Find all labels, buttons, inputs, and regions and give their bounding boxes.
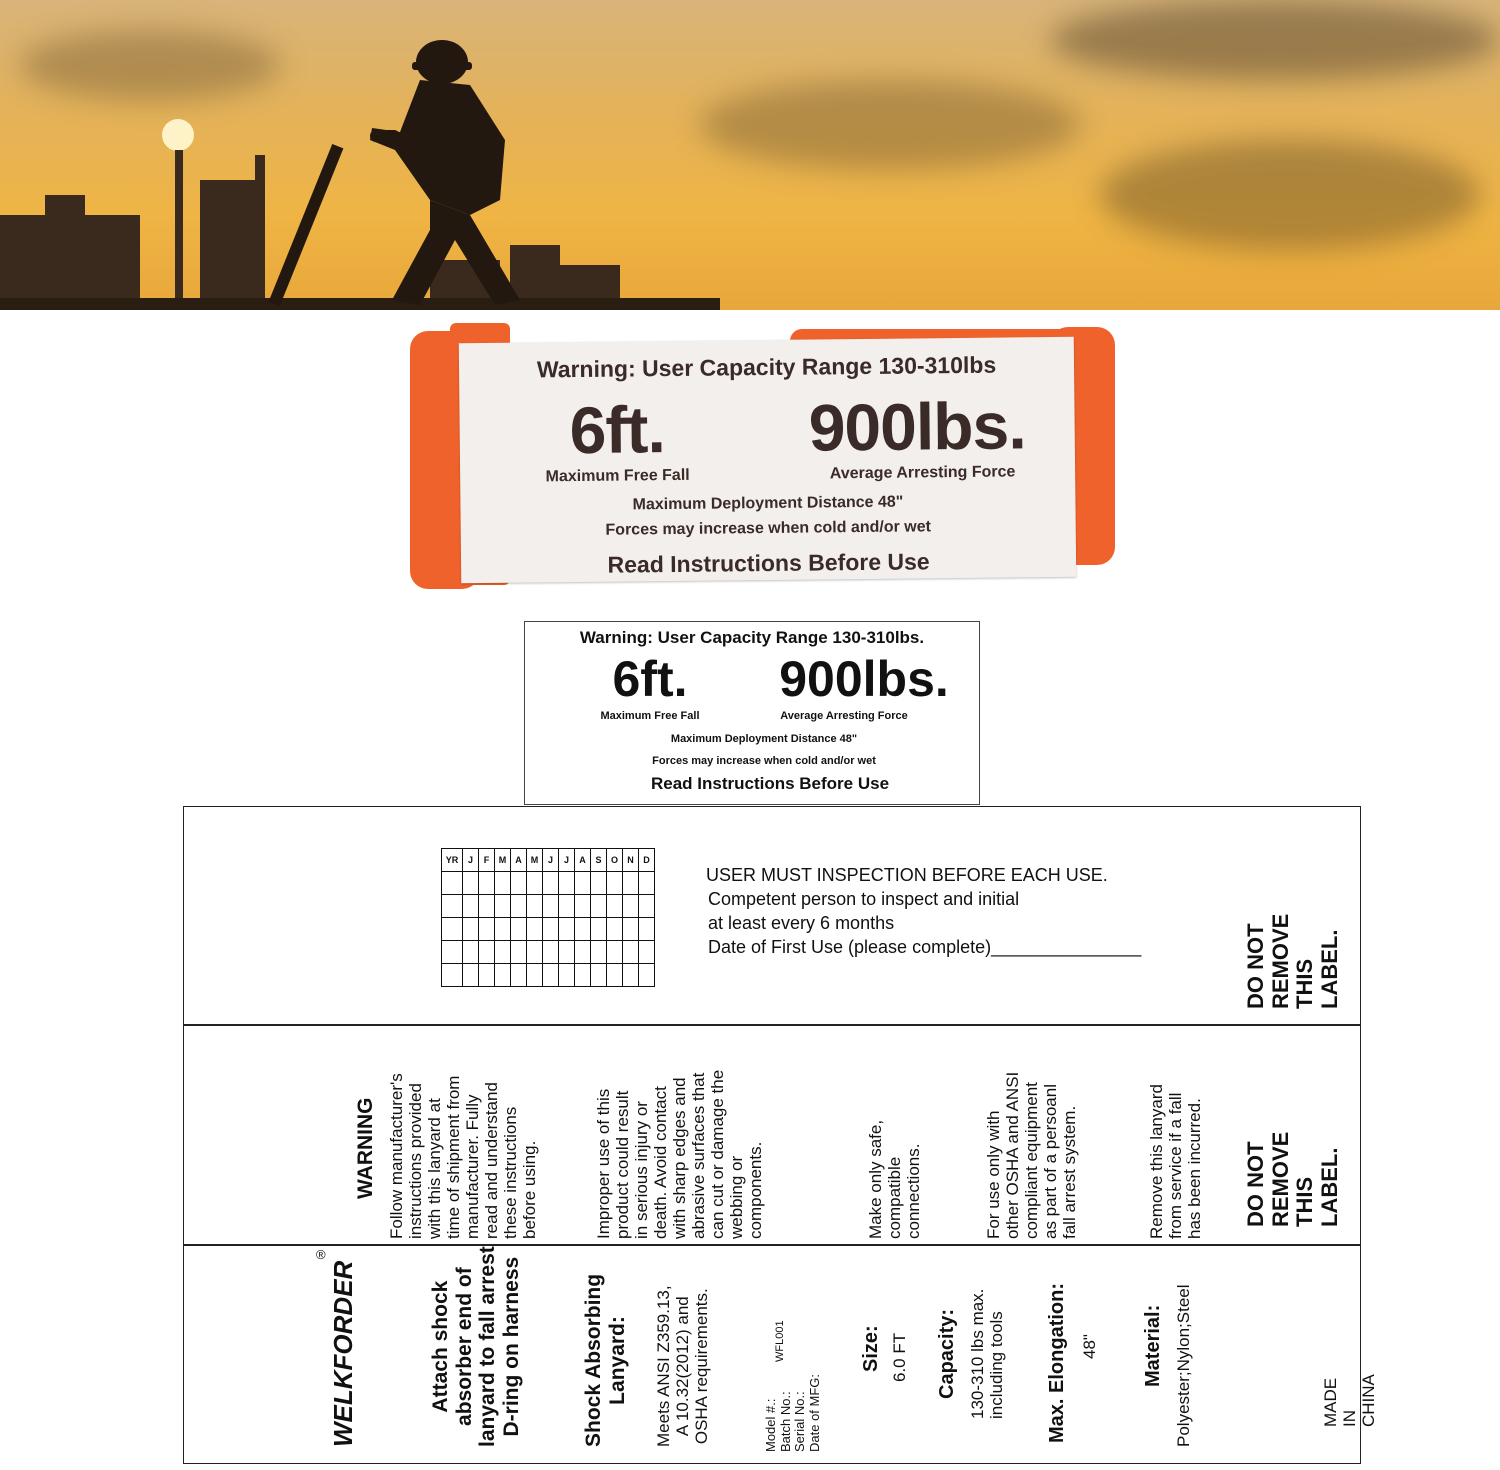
inspection-grid-row [442, 964, 655, 987]
inspection-grid-row [442, 918, 655, 941]
hero-banner [0, 0, 1500, 310]
material-value: Polyester;Nylon;Steel [1174, 1284, 1193, 1447]
photo-deployment: Maximum Deployment Distance 48" [632, 493, 904, 514]
flat-deployment: Maximum Deployment Distance 48" [670, 733, 858, 745]
flat-forces-note: Forces may increase when cold and/or wet [652, 755, 876, 767]
photo-force-caption: Average Arresting Force [829, 463, 1016, 483]
size-value: 6.0 FT [890, 1332, 909, 1382]
photo-free-fall-value: 6ft. [569, 392, 666, 468]
warning-remove-after-fall: Remove this lanyard from service if a fall has been incurred. [1147, 1084, 1205, 1239]
inspection-grid-row [442, 895, 655, 918]
grid-header-cell: F [479, 849, 495, 872]
inspection-grid-row [442, 941, 655, 964]
capacity-value: 130-310 lbs max. including tools [968, 1288, 1007, 1419]
model-fields: Model #.: Batch No.: Serial No.: Date of MFG: [763, 1373, 822, 1452]
warning-compliance: For use only with other OSHA and ANSI compliant equipment as part of a persoanl fall arrest system. [984, 1071, 1080, 1239]
grid-header-cell: J [559, 849, 575, 872]
flat-warning-label [524, 621, 980, 805]
warning-improper-use: Improper use of this product could result in serious injury or death. Avoid contact with sharp edges and abrasive surfaces that can cut or damage the webbing or components. [594, 1069, 766, 1239]
grid-header-cell: A [575, 849, 591, 872]
flat-force-caption: Average Arresting Force [780, 710, 908, 722]
warning-instructions: Follow manufacturer's instructions provided with this lanyard at time of shipment from manufacturer. Fully read and understand these instructions before using. [387, 1073, 540, 1239]
elongation-value: 48" [1080, 1334, 1099, 1359]
grid-header-cell: M [495, 849, 511, 872]
flat-free-fall-caption: Maximum Free Fall [600, 710, 700, 722]
do-not-remove-notice: DO NOT REMOVE THIS LABEL. [1243, 913, 1342, 1009]
divider [184, 1024, 1360, 1026]
warning-connections: Make only safe, compatible connections. [866, 1119, 924, 1239]
inspection-grid [441, 848, 655, 987]
grid-header-cell: O [607, 849, 623, 872]
inspection-grid-header [442, 849, 655, 872]
flat-read-instructions: Read Instructions Before Use [650, 774, 890, 793]
capacity-label: Capacity: [936, 1308, 958, 1399]
grid-header-cell: M [527, 849, 543, 872]
inspection-line-1: USER MUST INSPECTION BEFORE EACH USE. [706, 865, 1108, 885]
photo-free-fall-caption: Maximum Free Fall [545, 466, 690, 486]
divider [184, 1244, 1360, 1246]
photo-forces-note: Forces may increase when cold and/or wet [605, 518, 932, 539]
photo-tag-label [459, 337, 1076, 583]
roof-edge [0, 298, 720, 310]
standards-compliance: Meets ANSI Z359.13, A 10.32(2012) and OSHA requirements. [654, 1285, 712, 1447]
grid-header-cell: D [639, 849, 655, 872]
flat-force-value: 900lbs. [779, 651, 949, 707]
product-type: Shock Absorbing Lanyard: [582, 1273, 629, 1447]
elongation-label: Max. Elongation: [1046, 1283, 1068, 1443]
grid-header-cell: J [463, 849, 479, 872]
photo-warning: Warning: User Capacity Range 130-310lbs [536, 351, 997, 383]
grid-header-cell: YR [442, 849, 463, 872]
grid-header-cell: J [543, 849, 559, 872]
model-number: WFL001 [774, 1320, 786, 1362]
worker-silhouette-scene [0, 0, 1500, 310]
size-label: Size: [860, 1325, 882, 1372]
do-not-remove-notice: DO NOT REMOVE THIS LABEL. [1243, 1131, 1342, 1227]
grid-header-cell: A [511, 849, 527, 872]
origin: MADE IN CHINA [1321, 1374, 1379, 1427]
registered-mark: ® [316, 1247, 326, 1262]
grid-header-cell: N [623, 849, 639, 872]
photo-force-value: 900lbs. [808, 388, 1026, 465]
inspection-line-3: at least every 6 months [708, 913, 895, 933]
attach-instructions: Attach shock absorber end of lanyard to fall arrest D-ring on harness [429, 1246, 523, 1447]
brand-logo: WELKFORDER [328, 1260, 358, 1447]
flat-free-fall-value: 6ft. [612, 651, 688, 707]
sun [162, 119, 194, 151]
worker [269, 40, 520, 306]
warning-title: WARNING [354, 1097, 377, 1199]
flat-warning: Warning: User Capacity Range 130-310lbs. [579, 628, 925, 647]
inspection-line-2: Competent person to inspect and initial [708, 889, 1020, 909]
material-label: Material: [1142, 1304, 1164, 1387]
lanyard-long-label [183, 806, 1379, 1464]
grid-header-cell: S [591, 849, 607, 872]
photo-read-instructions: Read Instructions Before Use [607, 548, 930, 578]
inspection-date-first-use: Date of First Use (please complete)_______________ [708, 937, 1142, 957]
inspection-grid-row [442, 872, 655, 895]
